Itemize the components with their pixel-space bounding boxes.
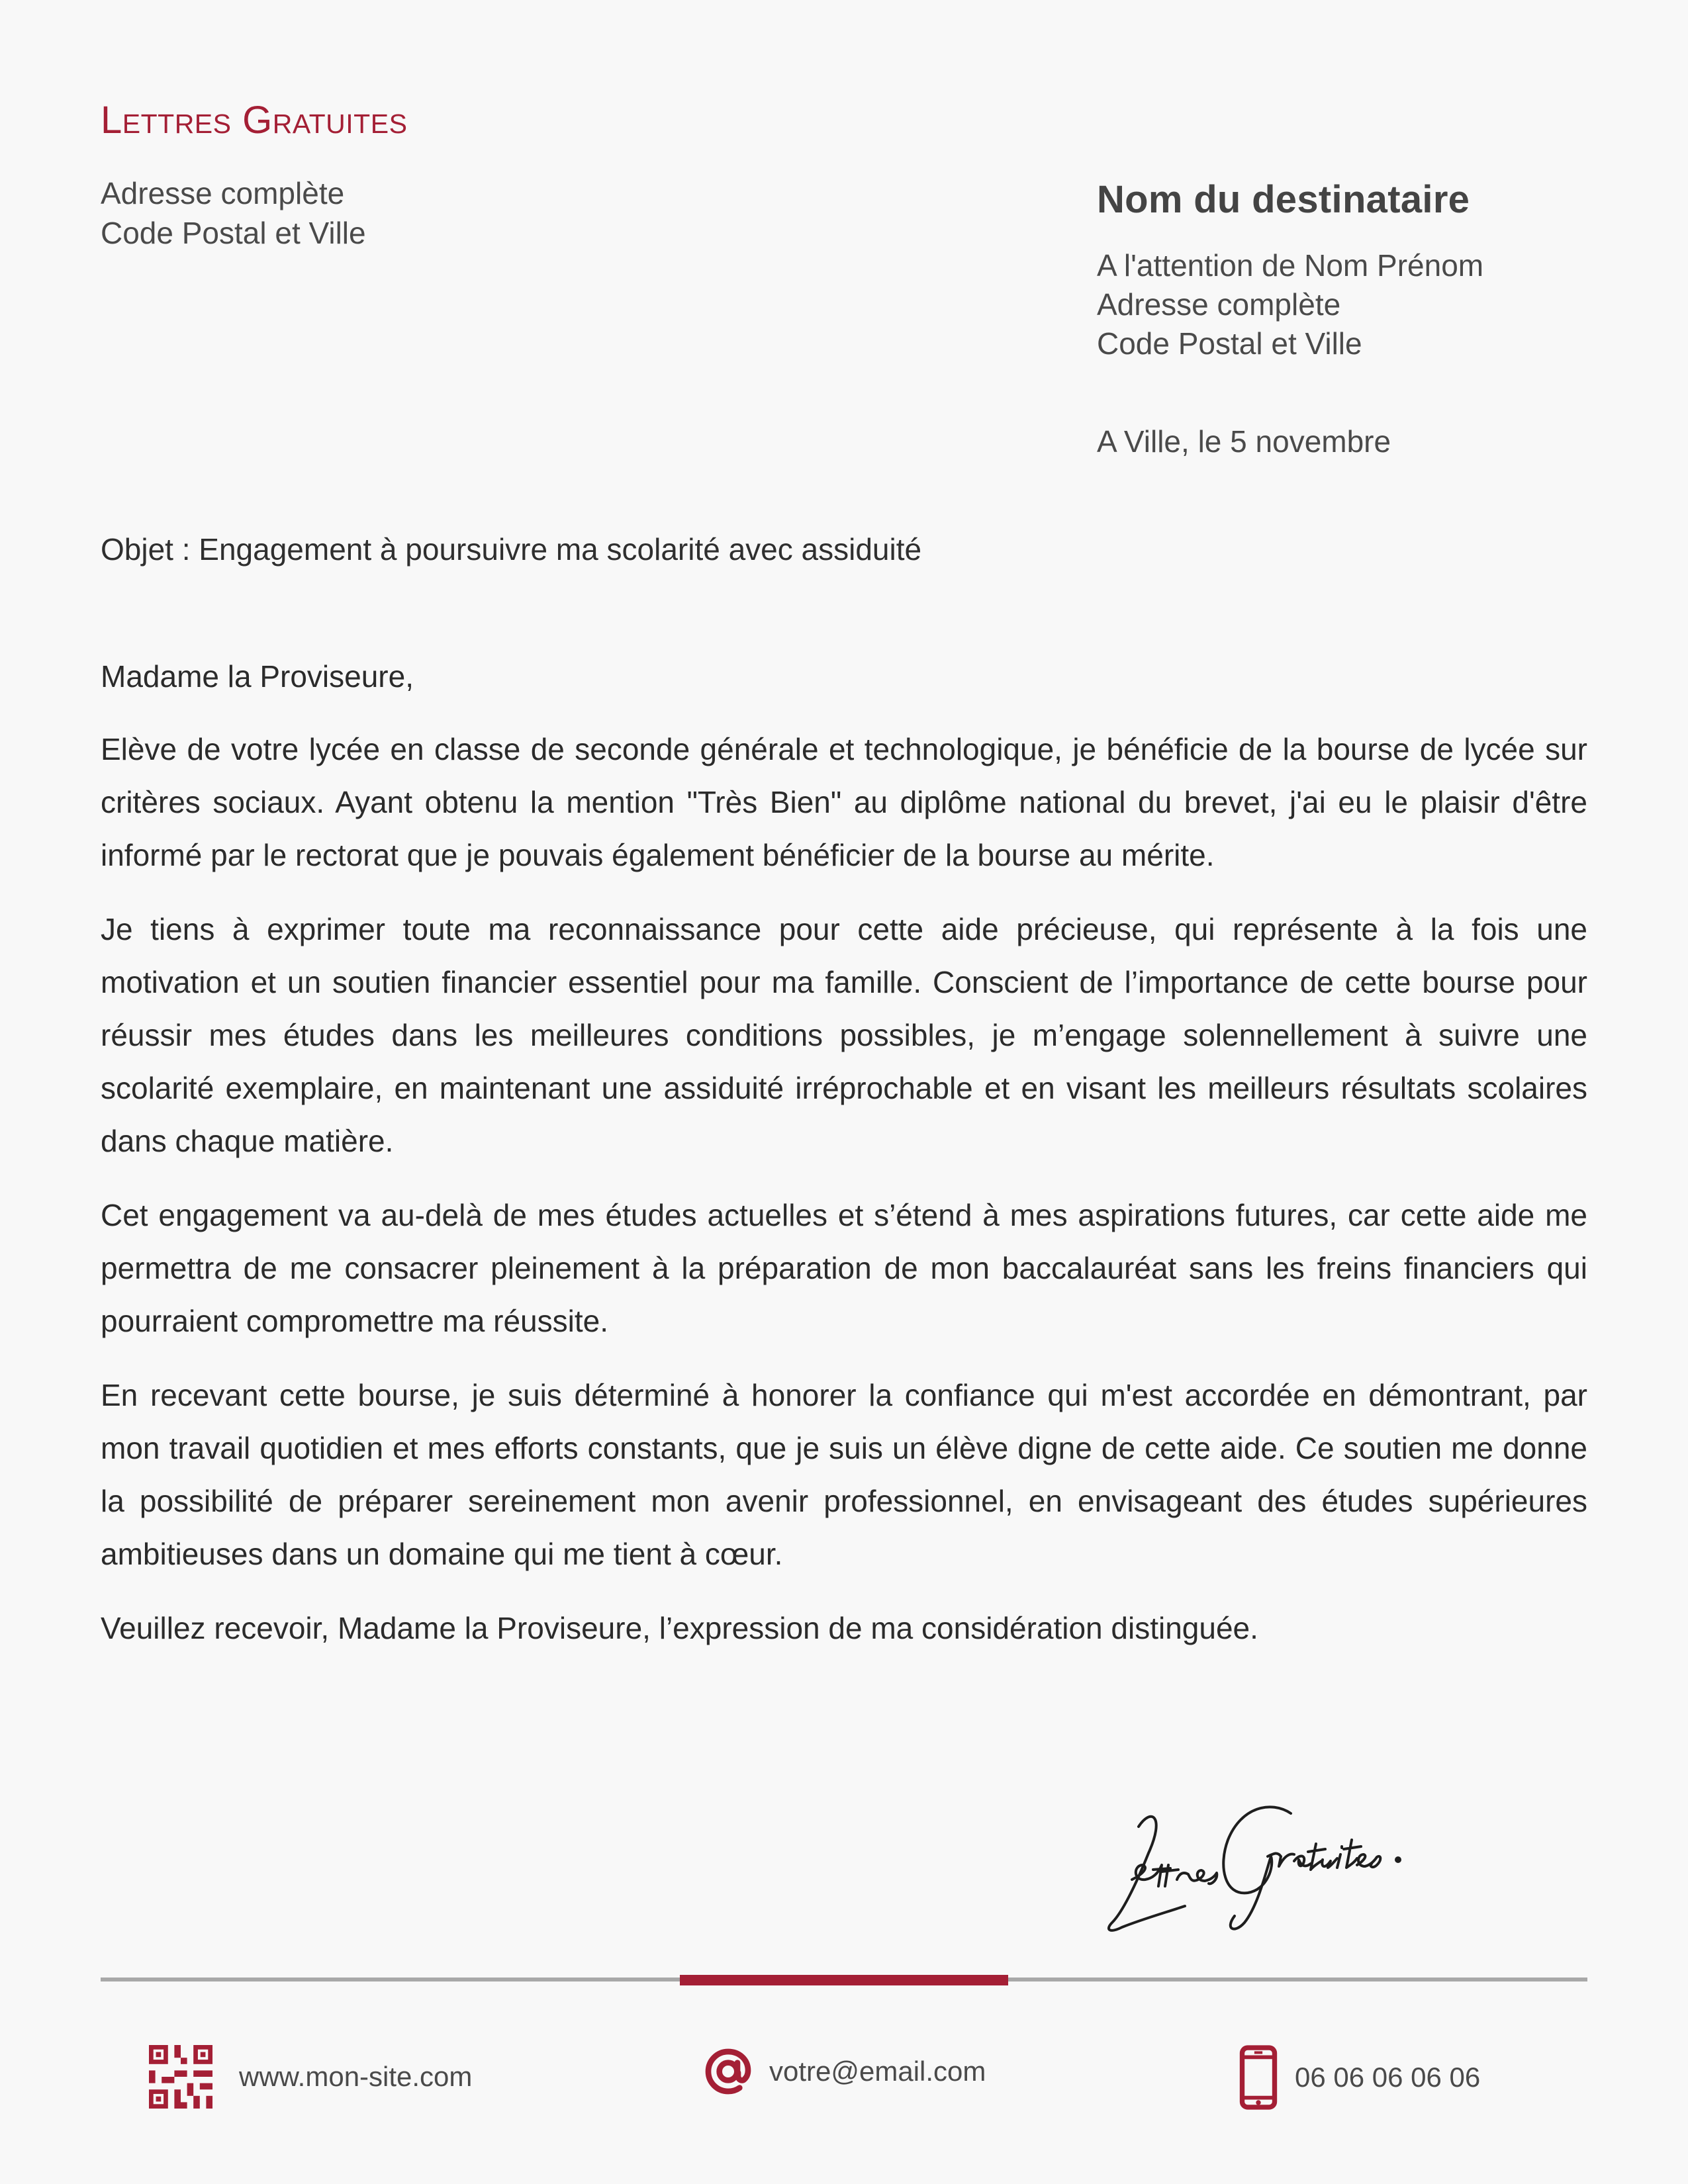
- recipient-city-line: Code Postal et Ville: [1097, 326, 1362, 361]
- recipient-attention-line: A l'attention de Nom Prénom: [1097, 248, 1484, 283]
- paragraph-1: Elève de votre lycée en classe de seconde générale et technologique, je bénéficie de la bourse de lycée sur critères sociaux. Ayant obtenu la mention "Très Bien" au diplôme national du brevet, j'ai eu le plaisir d'être informé par le rectorat que je pouvais également bénéficier de la bourse au mérite.: [101, 732, 1587, 872]
- email-text: votre@email.com: [769, 2056, 986, 2087]
- sender-name: Lettres Gratuites: [101, 99, 408, 142]
- website-text: www.mon-site.com: [239, 2061, 473, 2092]
- sender-address-line: Adresse complète: [101, 176, 345, 210]
- mobile-phone-icon: [1239, 2045, 1278, 2110]
- sender-city-line: Code Postal et Ville: [101, 216, 366, 250]
- paragraph-3: Cet engagement va au-delà de mes études actuelles et s’étend à mes aspirations futures, car cette aide me permettra de me consacrer pleinement à la préparation de mon baccalauréat sans les freins financiers qui pourraient compromettre ma réussite.: [101, 1198, 1587, 1338]
- letter-date: A Ville, le 5 novembre: [1097, 424, 1391, 459]
- recipient-block: [1097, 173, 1483, 363]
- paragraph-4: En recevant cette bourse, je suis déterminé à honorer la confiance qui m'est accordée en démontrant, par mon travail quotidien et mes efforts constants, que je suis un élève digne de cette aide. Ce soutien me donne la possibilité de préparer sereinement mon avenir professionnel, en envisageant des études supérieures ambitieuses dans un domaine qui me tient à cœur.: [101, 1378, 1587, 1571]
- footer-website: [149, 2045, 472, 2109]
- recipient-name: Nom du destinataire: [1097, 178, 1470, 221]
- salutation: Madame la Proviseure,: [101, 659, 414, 694]
- at-sign-icon: [702, 2045, 755, 2098]
- footer-phone: [1239, 2045, 1480, 2110]
- footer-email: [702, 2045, 986, 2098]
- recipient-address-line: Adresse complète: [1097, 287, 1341, 322]
- handwritten-signature: [1092, 1780, 1450, 1939]
- paragraph-2: Je tiens à exprimer toute ma reconnaissance pour cette aide précieuse, qui représente à la fois une motivation et un soutien financier essentiel pour ma famille. Conscient de l’importance de cette bourse pour réussir mes études dans les meilleures conditions possibles, je m’engage solennellement à suivre une scolarité exemplaire, en maintenant une assiduité irréprochable et en visant les meilleurs résultats scolaires dans chaque matière.: [101, 912, 1587, 1158]
- qr-code-icon: [149, 2045, 212, 2109]
- sender-address: [101, 173, 366, 253]
- letter-subject: Objet : Engagement à poursuivre ma scolarité avec assiduité: [101, 532, 922, 567]
- footer-accent-bar: [680, 1975, 1008, 1985]
- letter-body: [101, 650, 1587, 1676]
- closing-formula: Veuillez recevoir, Madame la Proviseure, l’expression de ma considération distinguée.: [101, 1611, 1258, 1645]
- recipient-address: [1097, 246, 1483, 363]
- phone-text: 06 06 06 06 06: [1295, 2062, 1481, 2093]
